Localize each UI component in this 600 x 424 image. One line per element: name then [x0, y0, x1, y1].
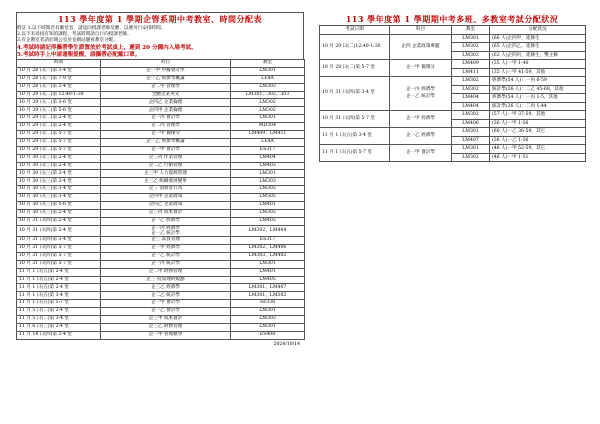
right-header-row: [320, 26, 586, 35]
exam-subject-cell: 企一甲 經濟學: [390, 111, 452, 128]
subject-cell: 企一甲 微積分: [101, 131, 231, 139]
time-cell: 10 月 30 日(三)第 3-4 堂: [17, 170, 101, 178]
room-cell: LM302、LM404: [231, 225, 305, 236]
room-cell: LM401: [231, 268, 305, 276]
room-cell: LM301、LM407: [231, 284, 305, 292]
allocation-cell: 統計學(26 人)：二乙 45-68，其他: [490, 85, 586, 94]
time-cell: 10 月 30 日(三)第 2-4 堂: [17, 154, 101, 162]
right-panel: [319, 13, 585, 162]
table-row: [17, 91, 305, 99]
subject-cell: 企一乙 統計學: [101, 252, 231, 260]
room-cell: LM301: [231, 67, 305, 75]
room-cell: LM301: [452, 128, 490, 137]
table-row: [17, 268, 305, 276]
room-cell: LM301: [452, 34, 490, 43]
table-row: [17, 260, 305, 268]
table-row: [17, 292, 305, 300]
subject-cell: 全體企業英文: [101, 91, 231, 99]
subject-cell: 企一丙 會計學: [101, 115, 231, 123]
table-row: [17, 209, 305, 217]
room-cell: LM303、LM402: [231, 252, 305, 260]
room-cell: ES317: [231, 237, 305, 245]
room-cell: LM303: [452, 51, 490, 60]
exam-date-cell: 10 月 31 日(四)第 5-7 堂: [320, 111, 390, 128]
left-table-body: [17, 67, 305, 339]
room-cell: LM402: [231, 217, 305, 225]
time-cell: 10 月 29 日(二)第 5-7 堂: [17, 131, 101, 139]
time-cell: 10 月 31 日(四)第 5-7 堂: [17, 245, 101, 253]
room-cell: LM301、LM302: [231, 292, 305, 300]
table-row: [17, 316, 305, 324]
subject-cell: 企二乙 統計學: [101, 292, 231, 300]
note-1: 附註 1.以下時間若有衝堂者，請逕向授課老師反應，以便另行安排時間。: [17, 26, 166, 31]
room-cell: LM301、302、303: [231, 91, 305, 99]
time-cell: 11 月 1 日(五)第 5-7 堂: [17, 300, 101, 308]
right-header-allocation: 分配狀況: [490, 26, 586, 35]
subject-cell: 企一甲 會計學: [101, 146, 231, 154]
room-cell: LM404: [452, 102, 490, 111]
exam-subject-cell: 企一丙 經濟學 企一乙 統計學: [390, 77, 452, 111]
red-note-1: 4.考試時請記得攜帶學生證置放於考試桌上，遲到 20 分鐘內入場考試。: [17, 44, 197, 51]
left-notes: [17, 26, 303, 59]
table-row: [17, 75, 305, 83]
subject-cell: 企三乙 組織發展變革: [101, 178, 231, 186]
exam-subject-cell: 企一甲 微積分: [390, 60, 452, 77]
allocation-cell: (65 人)企四乙，延修生: [490, 43, 586, 52]
table-row: [17, 300, 305, 308]
allocation-cell: (46 人)一甲 52-59，其它: [490, 145, 586, 154]
allocation-cell: (66 人)企四甲，延修生: [490, 34, 586, 43]
allocation-cell: (35 人)一甲 1-40: [490, 60, 586, 69]
allocation-row: [320, 60, 586, 69]
room-cell: LM303: [231, 178, 305, 186]
left-header-time: 時間: [17, 60, 101, 68]
subject-cell: 企四甲 企業倫理: [101, 107, 231, 115]
time-cell: 10 月 29 日(二)第 5-7 堂: [17, 138, 101, 146]
time-cell: 11 月 1 日(五)第 2-4 堂: [17, 276, 101, 284]
room-cell: LM301: [231, 260, 305, 268]
room-cell: LM411: [452, 68, 490, 77]
room-cell: LM407: [452, 136, 490, 145]
subject-cell: 企三乙 財務管理: [101, 323, 231, 331]
allocation-cell: (57 人)一甲 37-59，其他: [490, 111, 586, 120]
subject-cell: 企一丙 經濟學 企一乙 統計學: [101, 225, 231, 236]
right-header-date: 考試日期: [320, 26, 390, 35]
allocation-cell: (36 人)一甲 1-36: [490, 119, 586, 128]
subject-cell: 企一甲 會計學: [101, 300, 231, 308]
room-cell: LM401: [231, 202, 305, 210]
room-cell: SF338: [231, 300, 305, 308]
room-cell: ES408: [231, 331, 305, 339]
room-cell: LM302: [452, 77, 490, 86]
subject-cell: 企三乙 經濟學: [101, 284, 231, 292]
room-cell: LM302: [231, 186, 305, 194]
time-cell: 11 月 1 日(五)第 3-4 堂: [17, 292, 101, 300]
time-cell: 10 月 28 日(一)第 3-4 堂: [17, 67, 101, 75]
table-row: [17, 237, 305, 245]
subject-cell: 企三 消費者行為: [101, 186, 231, 194]
left-header-room: 教室: [231, 60, 305, 68]
room-cell: LM302: [452, 43, 490, 52]
room-cell: LM302: [452, 85, 490, 94]
exam-subject-cell: 企四 企業政策專題: [390, 34, 452, 60]
subject-cell: 企三甲 人力資源管理: [101, 170, 231, 178]
subject-cell: 企二乙 行銷管理: [101, 162, 231, 170]
subject-cell: 企一甲 管理數學: [101, 331, 231, 339]
subject-cell: 企四乙 企業政策: [101, 202, 231, 210]
room-cell: LM302: [231, 316, 305, 324]
exam-date-cell: 11 月 1 日(五)第 3-4 堂: [320, 128, 390, 145]
time-cell: 10 月 30 日(三)第 3-4 堂: [17, 194, 101, 202]
table-row: [17, 67, 305, 75]
table-row: [17, 83, 305, 91]
room-cell: LM405: [231, 276, 305, 284]
time-cell: 10 月 29 日(二)第 5-6 堂: [17, 107, 101, 115]
time-cell: 11 月 1 日(五)第 2-4 堂: [17, 284, 101, 292]
table-row: [17, 170, 305, 178]
allocation-cell: (46 人)一甲 1-51: [490, 153, 586, 162]
room-cell: LM404: [231, 154, 305, 162]
room-cell: LM301: [231, 323, 305, 331]
allocation-cell: (35 人)一甲 41-59，其他: [490, 68, 586, 77]
table-row: [17, 162, 305, 170]
time-cell: 10 月 29 日(二)第 2-4 堂: [17, 123, 101, 131]
right-title: 113 學年度第 1 學期期中考多班、多教室考試分配狀況: [345, 14, 559, 24]
issue-date: 2024/10/14: [273, 341, 300, 347]
subject-cell: 企一甲 經濟學: [101, 245, 231, 253]
note-3: 3.有企教室者請於開公室於長網站題看教室分配。: [17, 38, 118, 44]
room-cell: LM302: [231, 83, 305, 91]
subject-cell: 企二甲 管理學: [101, 83, 231, 91]
allocation-cell: 經濟學(54 人)：一丙 6-59: [490, 77, 586, 86]
time-cell: 10 月 28 日(一)第 2-4 堂: [17, 83, 101, 91]
time-cell: 11 月 5 日(二)第 2-4 堂: [17, 308, 101, 316]
room-cell: LM404: [452, 94, 490, 103]
exam-date-cell: 11 月 1 日(五)第 5-7 堂: [320, 145, 390, 162]
time-cell: 10 月 30 日(三)第 2-4 堂: [17, 162, 101, 170]
exam-date-cell: 10 月 31 日(四)第 3-4 堂: [320, 77, 390, 111]
table-row: [17, 217, 305, 225]
left-title: 113 學年度第 1 學期企管系期中考教室、時間分配表: [57, 14, 263, 24]
time-cell: 10 月 29 日(二)第 5-7 堂: [17, 146, 101, 154]
time-cell: 10 月 30 日(三)第 2-4 堂: [17, 209, 101, 217]
room-cell: LM301: [452, 145, 490, 154]
subject-cell: 企二甲 財務管理: [101, 268, 231, 276]
room-cell: LE4A: [231, 138, 305, 146]
table-row: [17, 284, 305, 292]
table-row: [17, 202, 305, 210]
table-row: [17, 245, 305, 253]
subject-cell: 企三 投資理財規劃: [101, 276, 231, 284]
time-cell: 10 月 29 日(二)第 3-6 堂: [17, 99, 101, 107]
subject-cell: 企一丙 統計學: [101, 260, 231, 268]
allocation-row: [320, 34, 586, 43]
table-row: [17, 225, 305, 236]
room-cell: LM301: [231, 115, 305, 123]
time-cell: 10 月 29 日(二)第 2-4 堂: [17, 115, 101, 123]
left-panel: [16, 12, 304, 347]
time-cell: 10 月 31 日(四)第 5-7 堂: [17, 260, 101, 268]
room-cell: LM402: [231, 162, 305, 170]
table-row: [17, 186, 305, 194]
time-cell: 10 月 28 日(一)第 7-9 堂: [17, 75, 101, 83]
time-cell: 10 月 30 日(三)第 3-4 堂: [17, 178, 101, 186]
table-row: [17, 123, 305, 131]
note-2: 2.以下未尋找有知的課程，考試時間請自行向授課老師。: [17, 32, 132, 38]
right-table-body: [320, 34, 586, 162]
allocation-cell: 經濟學(54 人)：一丙 1-5，其他: [490, 94, 586, 103]
table-row: [17, 308, 305, 316]
table-row: [17, 131, 305, 139]
time-cell: 11 月 14 日(四)第 2-4 堂: [17, 331, 101, 339]
subject-cell: 企一乙 經濟學概論: [101, 75, 231, 83]
right-header-subject: 科目: [390, 26, 452, 35]
time-cell: 10 月 30 日(三)第 3-4 堂: [17, 186, 101, 194]
room-cell: LE4A: [231, 75, 305, 83]
left-header-subject: 科目: [101, 60, 231, 68]
time-cell: 10 月 30 日(三)第 5-6 堂: [17, 202, 101, 210]
exam-subject-cell: 企一甲 會計學: [390, 145, 452, 162]
table-row: [17, 154, 305, 162]
table-row: [17, 146, 305, 154]
room-cell: ES317: [231, 146, 305, 154]
allocation-row: [320, 111, 586, 120]
subject-cell: 企四甲 企業政策: [101, 194, 231, 202]
exam-subject-cell: 企一乙 經濟學: [390, 128, 452, 145]
table-row: [17, 331, 305, 339]
subject-cell: 企一乙 經濟學概論: [101, 138, 231, 146]
room-cell: LM406: [452, 119, 490, 128]
time-cell: 11 月 5 日(二)第 3-4 堂: [17, 316, 101, 324]
table-row: [17, 276, 305, 284]
time-cell: 10 月 29 日(二)第 12:40-1:30: [17, 91, 101, 99]
room-cell: LM302: [452, 111, 490, 120]
red-note-2: 5.考試時手上申請通報提醒，請攜帶必配戴口罩。: [17, 51, 141, 58]
right-allocation-table: [319, 25, 586, 162]
allocation-cell: (62 人)企四丙，延修生，雙主修: [490, 51, 586, 60]
table-row: [17, 107, 305, 115]
allocation-row: [320, 77, 586, 86]
subject-cell: 企三甲 成本會計: [101, 316, 231, 324]
left-header-row: [17, 60, 305, 68]
room-cell: LM301: [231, 170, 305, 178]
left-schedule-table: [16, 59, 305, 340]
subject-cell: 企一乙 經濟學: [101, 217, 231, 225]
subject-cell: 企三丙 作業管理: [101, 154, 231, 162]
allocation-cell: (36 人)一乙 1-36: [490, 136, 586, 145]
time-cell: 10 月 31 日(四)第 2-4 堂: [17, 217, 101, 225]
table-row: [17, 99, 305, 107]
time-cell: 10 月 31 日(四)第 2-4 堂: [17, 225, 101, 236]
room-cell: LM505: [231, 194, 305, 202]
allocation-row: [320, 145, 586, 154]
exam-date-cell: 10 月 29 日(二)第 5-7 堂: [320, 60, 390, 77]
subject-cell: 企二丙 管理學: [101, 123, 231, 131]
time-cell: 10 月 31 日(四)第 5-7 堂: [17, 252, 101, 260]
left-title-box: [16, 12, 304, 59]
time-cell: 10 月 31 日(四)第 3-4 堂: [17, 237, 101, 245]
table-row: [17, 323, 305, 331]
table-row: [17, 194, 305, 202]
table-row: [17, 115, 305, 123]
table-row: [17, 138, 305, 146]
time-cell: 11 月 1 日(五)第 2-4 堂: [17, 268, 101, 276]
room-cell: LM302: [231, 107, 305, 115]
subject-cell: 企三丙 成本會計: [101, 209, 231, 217]
subject-cell: 企四乙 企業倫理: [101, 99, 231, 107]
room-cell: LM302、LM406: [231, 245, 305, 253]
time-cell: 11 月 6 日(三)第 2-4 堂: [17, 323, 101, 331]
room-cell: LM302: [231, 209, 305, 217]
room-cell: MD304: [231, 123, 305, 131]
allocation-row: [320, 128, 586, 137]
right-header-room: 教室: [452, 26, 490, 35]
subject-cell: 企三 品質管理: [101, 237, 231, 245]
room-cell: LM302: [231, 99, 305, 107]
subject-cell: 企一甲 中級會計學: [101, 67, 231, 75]
room-cell: LM409、LM411: [231, 131, 305, 139]
subject-cell: 企一乙 會計學: [101, 308, 231, 316]
room-cell: LM302: [452, 153, 490, 162]
room-cell: LM409: [452, 60, 490, 69]
allocation-cell: (60 人)一乙 36-59，其它: [490, 128, 586, 137]
exam-date-cell: 10 月 29 日(二)12:40-1:30: [320, 34, 390, 60]
table-row: [17, 178, 305, 186]
allocation-cell: 統計學(26 人)：二丙 1-44: [490, 102, 586, 111]
room-cell: LM301: [231, 308, 305, 316]
table-row: [17, 252, 305, 260]
